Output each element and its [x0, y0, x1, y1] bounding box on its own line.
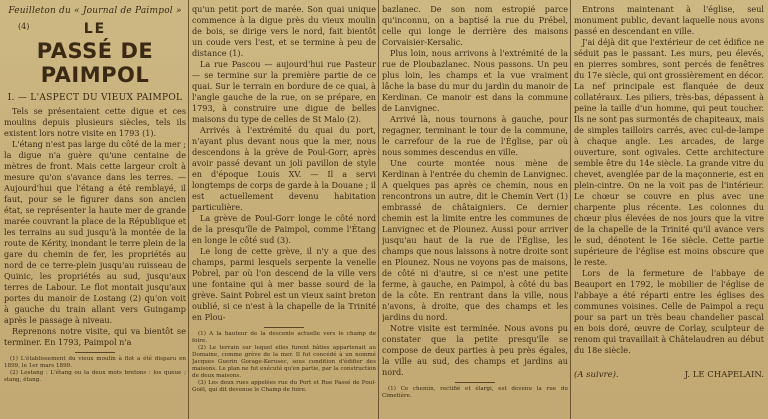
footnote: (3) Les deux rues appelées rue du Port et Rue Passé de Poul-Goël, qui dit devenue le Champ de foire. — [192, 380, 376, 393]
paragraph: Plus loin, nous arrivons à l'extrémité de la rue de Ploubazlanec. Nous passons. Un peu plus loin, les champs et la vue vraiment lâche la base du mur du jardin du manoir de Kerdinan. Ce manoir est dans la commune de Lanvignec. — [382, 48, 568, 113]
paragraph: Lors de la fermeture de l'abbaye de Beauport en 1792, le mobilier de l'église de l'abbaye a été réparti entre les églises des communes voisines. Celle de Paimpol a reçu pour sa part un très beau chandelier pascal en bois doré, œuvre de Corlay, sculpteur de renom qui travaillait à Châtelaudren au début du 18e siècle. — [574, 268, 764, 355]
paragraph: J'ai déjà dit que l'extérieur de cet édifice ne séduit pas le passant. Les murs, peu élevés, en pierres sombres, sont percés de fenêtres du 17e siècle, qui ont grossièrement en décor. La nef principale est flanquée de deux collatéraux. Les piliers, très-bas, dépassent à peine la taille d'un homme, qui peut toucher. Ils ne sont pas surmontés de chapiteaux, mais de simples tailloirs carrés, avec cul-de-lampe à chaque angle. Les arcades, de large ouverture, sont ogivales. Cette architecture semble être du 14e siècle. La grande vitre du chevet, avenglée par de la maçonnerie, est en plein-cintre. On ne la voit pas de l'intérieur. Le chœur se couvre en plus avec une charpente plus récente. Les colonnes du chœur plus élevées de nos jours que la vitre de la chapelle de la Trinité qu'il avance vers le sud, dénotent le 16e siècle. Cette partie supérieure de l'église est moins obscure que le reste. — [574, 37, 764, 267]
paragraph: Tels se présentaient cette digue et ces moulins depuis plusieurs siècles, tels ils existent lors notre visite en 1793 (1). — [4, 106, 186, 138]
paragraph: Notre visite est terminée. Nous avons pu constater que la petite presqu'île se compose de deux parties à peu près égales, la ville au sud, des champs et jardins au nord. — [382, 323, 568, 377]
paragraph: qu'un petit port de marée. Son quai unique commence à la digue près du vieux moulin de bois, se dirige vers le nord, fait bientôt un coude vers l'est, et se termine à peu de distance (1). — [192, 4, 376, 58]
column-rule — [188, 0, 189, 419]
paragraph: La rue Pascou — aujourd'hui rue Pasteur — se termine sur la première partie de ce quai. Sur le terrain en bordure de ce quai, à l'angle gauche de la rue, on se prépare, en 1793, à construire une digue de belles maisons du type de celles de St Malo (2). — [192, 59, 376, 124]
page-title: PASSÉ DE PAIMPOL — [36, 39, 154, 87]
paragraph: Arrivé là, nous tournons à gauche, pour regagner, terminant le tour de la commune, le carrefour de la rue de l'Église, par où nous sommes descendus en ville. — [382, 114, 568, 157]
column-2 — [192, 4, 376, 417]
column-1 — [4, 4, 186, 417]
footnote: (1) Ce chemin, rectifié et élargi, est devenu la rue du Cimetière. — [382, 386, 568, 399]
column-4 — [574, 4, 764, 417]
footnote-rule — [264, 327, 304, 328]
footnote: (2) Le terrain sur lequel elles furent bâties appartenait au Domaine, comme grève de la mer. Il fut concédé à un nommé Jacques Guerin Gorage-Kerusec, sous condition d'édifier des maisons. Le plan ne fut exécuté qu'en partie, par la construction de deux maisons. — [192, 345, 376, 379]
footnote: (1) A la hauteur de la descente actuelle vers le champ de foire. — [192, 331, 376, 344]
paragraph: Le long de cette grève, il n'y a que des champs, parmi lesquels serpente la venelle Pobrel, par où l'on descend de la ville vers une fontaine qui à mer basse sourd de la grève. Saint Pobrel est un vieux saint breton oublié, si ce n'est à la chapelle de la Trinité en Plou- — [192, 246, 376, 322]
footnote-rule — [75, 352, 115, 353]
paragraph: Arrivés à l'extrémité du quai du port, n'ayant plus devant nous que la mer, nous descendons à la grève de Poul-Gorr, après avoir passé devant un joli pavillon de style en d'époque Louis XV. — Il a servi longtemps de corps de garde à la Douane ; il est actuellement devenu habitation particulière. — [192, 125, 376, 212]
paragraph: La grève de Poul-Gorr longe le côté nord de la presqu'île de Paimpol, comme l'Étang en longe le côté sud (3). — [192, 213, 376, 245]
paragraph: Une courte montée nous mène de Kerdinan à l'entrée du chemin de Lanvignec. A quelques pas après ce chemin, nous en rencontrons un autre, dit le Chemin Vert (1) embrassé de châtaigniers. Ce dernier chemin est la limite entre les communes de Lanvignec et de Plounez. Aussi pour arriver jusqu'au haut de la rue de l'Église, les champs que nous laissons à notre droite sont en Plounez. Nous ne voyons pas de maisons, de côté ni d'autre, si ce n'est une petite ferme, à gauche, en Paimpol, à côté du bas de la côte. En rentrant dans la ville, nous n'avons, à droite, que des champs et les jardins du nord. — [382, 158, 568, 322]
footnote: (2) Lostang : L'étang ou la deux mots bretons : los queue ; stang, étang. — [4, 370, 186, 383]
column-3 — [382, 4, 568, 417]
paragraph: Entrons maintenant à l'église, seul monument public, devant laquelle nous avons passé en descendant en ville. — [574, 4, 764, 36]
paragraph: Reprenons notre visite, qui va bientôt se terminer. En 1793, Paimpol n'a — [4, 326, 186, 347]
title-article: LE — [83, 21, 107, 37]
footnote: (1) L'établissement du vieux moulin à flot a été disparu en 1899, le 1er mars 1899. — [4, 356, 186, 369]
column-rule — [570, 0, 571, 419]
section-heading: I. — L'ASPECT DU VIEUX PAIMPOL — [7, 93, 183, 103]
paragraph: bazlanec. De son nom estropié parce qu'inconnu, on a baptisé la rue du Prébel, celle qui longe le derrière des maisons Corvaisier-Kersalic. — [382, 4, 568, 47]
feuilleton-header: Feuilleton du « Journal de Paimpol » — [8, 6, 182, 16]
footnote-rule — [455, 382, 495, 383]
to-be-continued: (A suivre). — [574, 370, 619, 380]
author-name: J. LE CHAPELAIN. — [684, 370, 764, 380]
installment-number: (4) — [18, 22, 30, 31]
signature-line — [574, 370, 764, 380]
column-rule — [378, 0, 379, 419]
paragraph: L'étang n'est pas large du côté de la mer ; la digue n'a guère qu'une centaine de mètres de front. Mais cette largeur croît à mesure qu'on s'avance dans les terres. — Aujourd'hui que l'étang a été remblayé, il faut, pour se le figurer dans son ancien état, se représenter la haute mer de grande marée couvrant la place de la République et les terrains au sud jusqu'à la montée de la route de Kérity, inondant le terre plein de la gare du chemin de fer, les propriétés au nord de ce terre-plein jusqu'au ruisseau de Quinic, les propriétés au sud, jusqu'aux terres de Labour. Le flot montait jusqu'aux portes du manoir de Lostang (2) qu'on voit à gauche du train allant vers Guingamp après le passage à niveau. — [4, 139, 186, 325]
